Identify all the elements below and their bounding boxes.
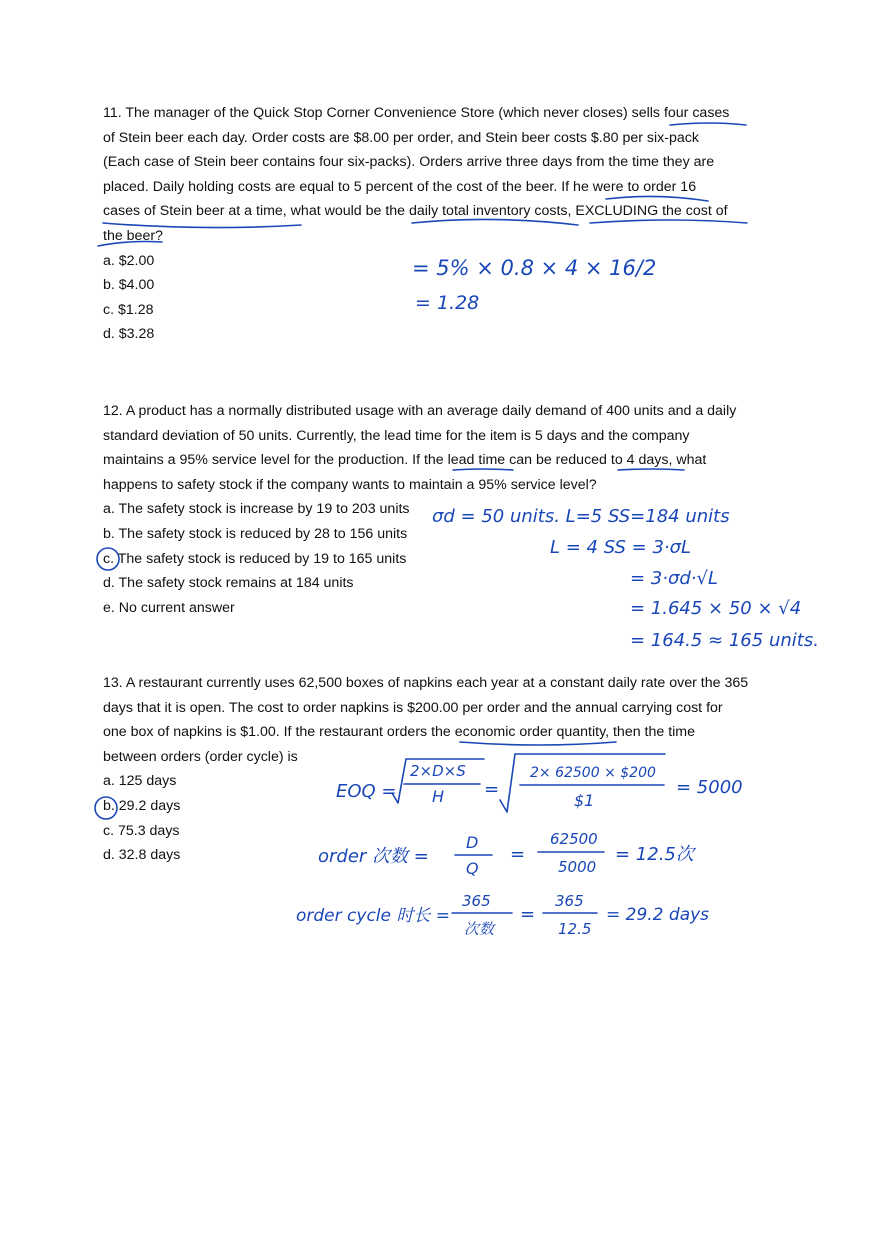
q13-eoq-label: EOQ = (336, 781, 397, 802)
question-11 (103, 101, 753, 347)
q12-option-d: d. The safety stock remains at 184 units (103, 575, 354, 592)
q13-line: between orders (order cycle) is (103, 748, 298, 765)
q13-equals: = (520, 904, 536, 925)
q13-equals: = (484, 779, 500, 800)
q13-option-a: a. 125 days (103, 773, 177, 790)
q13-option-d: d. 32.8 days (103, 847, 181, 864)
q13-cycle-result: = 29.2 days (606, 905, 710, 925)
q13-cycle-den1: 次数 (464, 920, 495, 938)
q13-eoq-den2: $1 (574, 791, 595, 810)
question-13 (103, 671, 753, 868)
q12-work-line5: = 164.5 ≈ 165 units. (630, 630, 819, 651)
q11-line: of Stein beer each day. Order costs are $8.00 per order, and Stein beer costs $.80 per six-pack (103, 129, 699, 146)
q13-eoq-den1: H (432, 787, 445, 806)
q11-line: the beer? (103, 227, 163, 244)
q13-order-num1: D (466, 833, 479, 852)
q13-line: one box of napkins is $1.00. If the restaurant orders the economic order quantity, then the time (103, 724, 696, 741)
q12-work-line1: σd = 50 units. L=5 SS=184 units (432, 506, 730, 527)
q11-work-result: = 1.28 (415, 292, 480, 314)
q13-line: 13. A restaurant currently uses 62,500 boxes of napkins each year at a constant daily rate over the 365 (103, 675, 749, 691)
q13-order-label: order 次数 = (318, 846, 429, 867)
q13-order-den2: 5000 (558, 858, 597, 876)
q12-work-line3: = 3·σd·√L (630, 568, 719, 589)
q12-line: 12. A product has a normally distributed usage with an average daily demand of 400 units and a daily (103, 403, 737, 419)
q13-option-b: b. 29.2 days (103, 797, 181, 814)
q12-line: happens to safety stock if the company wants to maintain a 95% service level? (103, 476, 597, 493)
q12-work-line4: = 1.645 × 50 × √4 (630, 598, 802, 619)
q13-line: days that it is open. The cost to order napkins is $200.00 per order and the annual carrying cost for (103, 699, 723, 716)
q12-option-e: e. No current answer (103, 599, 235, 616)
q11-option-d: d. $3.28 (103, 326, 155, 343)
q12-line: maintains a 95% service level for the production. If the lead time can be reduced to 4 days, what (103, 452, 707, 469)
q11-option-c: c. $1.28 (103, 301, 154, 318)
q13-order-result: = 12.5次 (615, 844, 694, 865)
q11-line: placed. Daily holding costs are equal to 5 percent of the cost of the beer. If he were to order 16 (103, 178, 697, 195)
q13-order-num2: 62500 (550, 830, 598, 848)
q13-cycle-den2: 12.5 (558, 920, 592, 938)
question-12 (103, 399, 753, 620)
q13-eoq-num1: 2×D×S (410, 762, 466, 780)
q11-option-a: a. $2.00 (103, 252, 155, 269)
q11-work-formula: = 5% × 0.8 × 4 × 16/2 (412, 256, 657, 280)
q11-line: cases of Stein beer at a time, what would be the daily total inventory costs, EXCLUDING the cost of (103, 203, 728, 220)
q13-equals: = (510, 844, 526, 865)
q12-option-b: b. The safety stock is reduced by 28 to 156 units (103, 525, 408, 542)
q13-eoq-num2: 2× 62500 × $200 (530, 765, 656, 781)
q13-option-c: c. 75.3 days (103, 822, 180, 839)
q12-option-c: c. The safety stock is reduced by 19 to 165 units (103, 550, 407, 567)
q13-eoq-result: = 5000 (676, 777, 743, 798)
q13-cycle-label: order cycle 时长 = (296, 906, 451, 926)
q13-cycle-num2: 365 (555, 892, 584, 910)
q11-line: (Each case of Stein beer contains four six-packs). Orders arrive three days from the time they are (103, 154, 715, 171)
q12-work-line2: L = 4 SS = 3·σL (550, 537, 692, 558)
q13-order-den1: Q (466, 859, 479, 878)
q12-line: standard deviation of 50 units. Currently, the lead time for the item is 5 days and the company (103, 427, 690, 444)
q12-option-a: a. The safety stock is increase by 19 to 203 units (103, 501, 410, 518)
q11-line: 11. The manager of the Quick Stop Corner Convenience Store (which never closes) sells four cases (103, 105, 730, 121)
q13-cycle-num1: 365 (462, 892, 491, 910)
q11-option-b: b. $4.00 (103, 277, 155, 294)
